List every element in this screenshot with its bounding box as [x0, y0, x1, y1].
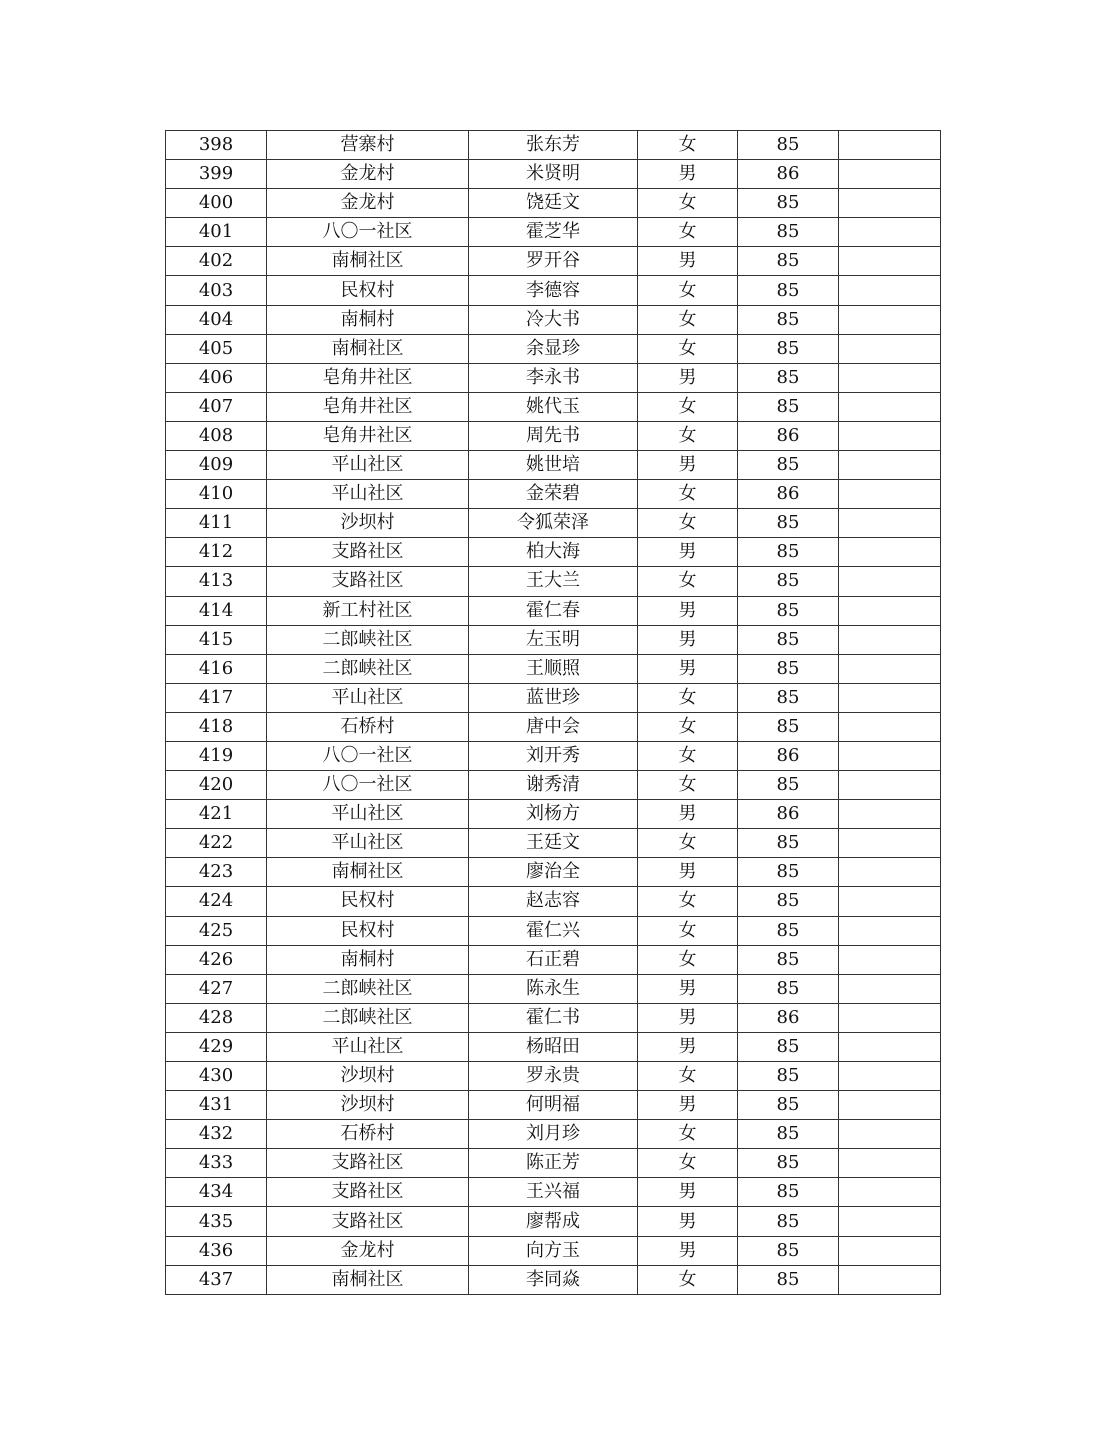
name-cell: 王大兰 [469, 567, 638, 596]
remark-cell [839, 1120, 941, 1149]
remark-cell [839, 683, 941, 712]
village-cell: 石桥村 [267, 1120, 469, 1149]
table-row [166, 654, 941, 683]
name-cell: 谢秀清 [469, 771, 638, 800]
age-cell: 85 [738, 567, 839, 596]
remark-cell [839, 974, 941, 1003]
age-cell: 85 [738, 1207, 839, 1236]
village-cell: 沙坝村 [267, 1062, 469, 1091]
village-cell: 新工村社区 [267, 596, 469, 625]
age-cell: 85 [738, 771, 839, 800]
age-cell: 85 [738, 1265, 839, 1294]
village-cell: 支路社区 [267, 538, 469, 567]
village-cell: 石桥村 [267, 712, 469, 741]
serial-number-cell: 432 [166, 1120, 267, 1149]
village-cell: 支路社区 [267, 567, 469, 596]
table-row [166, 247, 941, 276]
age-cell: 85 [738, 334, 839, 363]
table-row [166, 596, 941, 625]
gender-cell: 女 [638, 829, 738, 858]
name-cell: 姚代玉 [469, 392, 638, 421]
gender-cell: 男 [638, 451, 738, 480]
age-cell: 85 [738, 305, 839, 334]
serial-number-cell: 412 [166, 538, 267, 567]
name-cell: 令狐荣泽 [469, 509, 638, 538]
table-row [166, 974, 941, 1003]
age-cell: 86 [738, 741, 839, 770]
serial-number-cell: 406 [166, 363, 267, 392]
village-cell: 二郎峡社区 [267, 974, 469, 1003]
gender-cell: 男 [638, 247, 738, 276]
remark-cell [839, 363, 941, 392]
remark-cell [839, 1236, 941, 1265]
village-cell: 平山社区 [267, 1032, 469, 1061]
serial-number-cell: 408 [166, 421, 267, 450]
remark-cell [839, 829, 941, 858]
name-cell: 冷大书 [469, 305, 638, 334]
age-cell: 86 [738, 1003, 839, 1032]
age-cell: 85 [738, 945, 839, 974]
gender-cell: 男 [638, 974, 738, 1003]
village-cell: 平山社区 [267, 800, 469, 829]
table-row [166, 1091, 941, 1120]
name-cell: 刘开秀 [469, 741, 638, 770]
gender-cell: 女 [638, 1149, 738, 1178]
name-cell: 饶廷文 [469, 189, 638, 218]
serial-number-cell: 431 [166, 1091, 267, 1120]
name-cell: 张东芳 [469, 131, 638, 160]
remark-cell [839, 712, 941, 741]
remark-cell [839, 916, 941, 945]
serial-number-cell: 417 [166, 683, 267, 712]
remark-cell [839, 625, 941, 654]
village-cell: 八〇一社区 [267, 771, 469, 800]
serial-number-cell: 404 [166, 305, 267, 334]
remark-cell [839, 858, 941, 887]
table-row [166, 509, 941, 538]
gender-cell: 男 [638, 160, 738, 189]
remark-cell [839, 1265, 941, 1294]
gender-cell: 女 [638, 392, 738, 421]
serial-number-cell: 427 [166, 974, 267, 1003]
name-cell: 霍仁书 [469, 1003, 638, 1032]
name-cell: 霍仁兴 [469, 916, 638, 945]
gender-cell: 男 [638, 1091, 738, 1120]
table-row [166, 305, 941, 334]
table-row [166, 363, 941, 392]
village-cell: 支路社区 [267, 1178, 469, 1207]
serial-number-cell: 436 [166, 1236, 267, 1265]
serial-number-cell: 410 [166, 480, 267, 509]
serial-number-cell: 428 [166, 1003, 267, 1032]
table-row [166, 421, 941, 450]
village-cell: 沙坝村 [267, 1091, 469, 1120]
gender-cell: 女 [638, 334, 738, 363]
age-cell: 85 [738, 392, 839, 421]
village-cell: 皂角井社区 [267, 392, 469, 421]
gender-cell: 男 [638, 596, 738, 625]
remark-cell [839, 945, 941, 974]
table-row [166, 538, 941, 567]
age-cell: 85 [738, 276, 839, 305]
name-cell: 陈正芳 [469, 1149, 638, 1178]
village-cell: 支路社区 [267, 1207, 469, 1236]
name-cell: 米贤明 [469, 160, 638, 189]
remark-cell [839, 131, 941, 160]
village-cell: 支路社区 [267, 1149, 469, 1178]
serial-number-cell: 402 [166, 247, 267, 276]
gender-cell: 女 [638, 421, 738, 450]
name-cell: 金荣碧 [469, 480, 638, 509]
name-cell: 刘月珍 [469, 1120, 638, 1149]
age-cell: 85 [738, 1236, 839, 1265]
name-cell: 陈永生 [469, 974, 638, 1003]
remark-cell [839, 276, 941, 305]
remark-cell [839, 741, 941, 770]
age-cell: 85 [738, 363, 839, 392]
table-row [166, 712, 941, 741]
village-cell: 南桐村 [267, 945, 469, 974]
village-cell: 南桐社区 [267, 858, 469, 887]
name-cell: 罗永贵 [469, 1062, 638, 1091]
remark-cell [839, 567, 941, 596]
remark-cell [839, 189, 941, 218]
table-row [166, 567, 941, 596]
table-row [166, 131, 941, 160]
gender-cell: 女 [638, 189, 738, 218]
serial-number-cell: 413 [166, 567, 267, 596]
table-row [166, 916, 941, 945]
village-cell: 金龙村 [267, 189, 469, 218]
remark-cell [839, 160, 941, 189]
name-cell: 柏大海 [469, 538, 638, 567]
roster-table [165, 130, 941, 1295]
table-row [166, 1062, 941, 1091]
age-cell: 85 [738, 509, 839, 538]
name-cell: 刘杨方 [469, 800, 638, 829]
name-cell: 周先书 [469, 421, 638, 450]
gender-cell: 男 [638, 363, 738, 392]
name-cell: 罗开谷 [469, 247, 638, 276]
remark-cell [839, 800, 941, 829]
name-cell: 唐中会 [469, 712, 638, 741]
age-cell: 85 [738, 1032, 839, 1061]
age-cell: 86 [738, 160, 839, 189]
gender-cell: 男 [638, 1236, 738, 1265]
table-row [166, 160, 941, 189]
serial-number-cell: 419 [166, 741, 267, 770]
serial-number-cell: 398 [166, 131, 267, 160]
serial-number-cell: 430 [166, 1062, 267, 1091]
gender-cell: 女 [638, 1265, 738, 1294]
gender-cell: 男 [638, 1032, 738, 1061]
gender-cell: 女 [638, 887, 738, 916]
gender-cell: 女 [638, 771, 738, 800]
remark-cell [839, 480, 941, 509]
serial-number-cell: 421 [166, 800, 267, 829]
age-cell: 85 [738, 858, 839, 887]
name-cell: 向方玉 [469, 1236, 638, 1265]
serial-number-cell: 435 [166, 1207, 267, 1236]
remark-cell [839, 1003, 941, 1032]
village-cell: 金龙村 [267, 1236, 469, 1265]
age-cell: 85 [738, 974, 839, 1003]
serial-number-cell: 420 [166, 771, 267, 800]
name-cell: 王顺照 [469, 654, 638, 683]
village-cell: 平山社区 [267, 683, 469, 712]
table-row [166, 1032, 941, 1061]
table-row [166, 945, 941, 974]
age-cell: 86 [738, 480, 839, 509]
name-cell: 王廷文 [469, 829, 638, 858]
gender-cell: 女 [638, 945, 738, 974]
serial-number-cell: 416 [166, 654, 267, 683]
serial-number-cell: 429 [166, 1032, 267, 1061]
table-row [166, 1149, 941, 1178]
serial-number-cell: 401 [166, 218, 267, 247]
table-row [166, 1003, 941, 1032]
table-row [166, 451, 941, 480]
table-row [166, 771, 941, 800]
age-cell: 85 [738, 1178, 839, 1207]
age-cell: 85 [738, 131, 839, 160]
serial-number-cell: 434 [166, 1178, 267, 1207]
name-cell: 石正碧 [469, 945, 638, 974]
name-cell: 王兴福 [469, 1178, 638, 1207]
village-cell: 沙坝村 [267, 509, 469, 538]
name-cell: 霍仁春 [469, 596, 638, 625]
age-cell: 85 [738, 189, 839, 218]
name-cell: 李德容 [469, 276, 638, 305]
remark-cell [839, 1091, 941, 1120]
remark-cell [839, 218, 941, 247]
serial-number-cell: 418 [166, 712, 267, 741]
village-cell: 八〇一社区 [267, 218, 469, 247]
gender-cell: 女 [638, 741, 738, 770]
age-cell: 85 [738, 829, 839, 858]
gender-cell: 女 [638, 683, 738, 712]
table-row [166, 1207, 941, 1236]
gender-cell: 男 [638, 625, 738, 654]
village-cell: 八〇一社区 [267, 741, 469, 770]
table-row [166, 829, 941, 858]
remark-cell [839, 421, 941, 450]
name-cell: 廖治全 [469, 858, 638, 887]
gender-cell: 男 [638, 858, 738, 887]
gender-cell: 女 [638, 218, 738, 247]
serial-number-cell: 411 [166, 509, 267, 538]
table-row [166, 480, 941, 509]
gender-cell: 女 [638, 131, 738, 160]
table-row [166, 741, 941, 770]
serial-number-cell: 422 [166, 829, 267, 858]
age-cell: 86 [738, 421, 839, 450]
serial-number-cell: 423 [166, 858, 267, 887]
remark-cell [839, 1149, 941, 1178]
gender-cell: 女 [638, 480, 738, 509]
gender-cell: 男 [638, 654, 738, 683]
serial-number-cell: 399 [166, 160, 267, 189]
age-cell: 85 [738, 538, 839, 567]
gender-cell: 男 [638, 1003, 738, 1032]
name-cell: 余显珍 [469, 334, 638, 363]
village-cell: 平山社区 [267, 480, 469, 509]
gender-cell: 女 [638, 712, 738, 741]
serial-number-cell: 425 [166, 916, 267, 945]
table-row [166, 625, 941, 654]
serial-number-cell: 415 [166, 625, 267, 654]
gender-cell: 女 [638, 509, 738, 538]
table-row [166, 1120, 941, 1149]
gender-cell: 女 [638, 916, 738, 945]
village-cell: 民权村 [267, 887, 469, 916]
remark-cell [839, 247, 941, 276]
table-row [166, 276, 941, 305]
name-cell: 李永书 [469, 363, 638, 392]
table-row [166, 858, 941, 887]
age-cell: 85 [738, 247, 839, 276]
age-cell: 85 [738, 654, 839, 683]
gender-cell: 女 [638, 305, 738, 334]
age-cell: 85 [738, 218, 839, 247]
age-cell: 85 [738, 916, 839, 945]
age-cell: 85 [738, 625, 839, 654]
gender-cell: 女 [638, 276, 738, 305]
village-cell: 二郎峡社区 [267, 654, 469, 683]
serial-number-cell: 405 [166, 334, 267, 363]
age-cell: 85 [738, 712, 839, 741]
name-cell: 左玉明 [469, 625, 638, 654]
village-cell: 平山社区 [267, 451, 469, 480]
village-cell: 南桐社区 [267, 1265, 469, 1294]
name-cell: 霍芝华 [469, 218, 638, 247]
remark-cell [839, 596, 941, 625]
table-row [166, 189, 941, 218]
age-cell: 85 [738, 683, 839, 712]
remark-cell [839, 887, 941, 916]
serial-number-cell: 414 [166, 596, 267, 625]
remark-cell [839, 1207, 941, 1236]
table-row [166, 334, 941, 363]
table-row [166, 1236, 941, 1265]
name-cell: 杨昭田 [469, 1032, 638, 1061]
name-cell: 李同焱 [469, 1265, 638, 1294]
village-cell: 二郎峡社区 [267, 625, 469, 654]
gender-cell: 女 [638, 1120, 738, 1149]
table-row [166, 1178, 941, 1207]
gender-cell: 女 [638, 1062, 738, 1091]
remark-cell [839, 538, 941, 567]
village-cell: 皂角井社区 [267, 363, 469, 392]
table-row [166, 683, 941, 712]
age-cell: 85 [738, 1091, 839, 1120]
age-cell: 85 [738, 1149, 839, 1178]
remark-cell [839, 305, 941, 334]
remark-cell [839, 1178, 941, 1207]
village-cell: 民权村 [267, 276, 469, 305]
table-row [166, 887, 941, 916]
remark-cell [839, 334, 941, 363]
table-row [166, 800, 941, 829]
age-cell: 85 [738, 1062, 839, 1091]
name-cell: 廖帮成 [469, 1207, 638, 1236]
serial-number-cell: 407 [166, 392, 267, 421]
age-cell: 85 [738, 1120, 839, 1149]
age-cell: 86 [738, 800, 839, 829]
name-cell: 蓝世珍 [469, 683, 638, 712]
gender-cell: 男 [638, 800, 738, 829]
village-cell: 平山社区 [267, 829, 469, 858]
gender-cell: 女 [638, 567, 738, 596]
remark-cell [839, 1032, 941, 1061]
remark-cell [839, 1062, 941, 1091]
serial-number-cell: 403 [166, 276, 267, 305]
village-cell: 南桐社区 [267, 334, 469, 363]
gender-cell: 男 [638, 538, 738, 567]
name-cell: 姚世培 [469, 451, 638, 480]
gender-cell: 男 [638, 1178, 738, 1207]
village-cell: 民权村 [267, 916, 469, 945]
roster-table-body [166, 131, 941, 1295]
village-cell: 南桐社区 [267, 247, 469, 276]
village-cell: 营寨村 [267, 131, 469, 160]
remark-cell [839, 451, 941, 480]
remark-cell [839, 392, 941, 421]
remark-cell [839, 654, 941, 683]
serial-number-cell: 400 [166, 189, 267, 218]
name-cell: 何明福 [469, 1091, 638, 1120]
age-cell: 85 [738, 596, 839, 625]
remark-cell [839, 509, 941, 538]
village-cell: 二郎峡社区 [267, 1003, 469, 1032]
serial-number-cell: 437 [166, 1265, 267, 1294]
table-row [166, 392, 941, 421]
age-cell: 85 [738, 451, 839, 480]
table-row [166, 218, 941, 247]
gender-cell: 男 [638, 1207, 738, 1236]
age-cell: 85 [738, 887, 839, 916]
serial-number-cell: 424 [166, 887, 267, 916]
serial-number-cell: 409 [166, 451, 267, 480]
name-cell: 赵志容 [469, 887, 638, 916]
village-cell: 南桐村 [267, 305, 469, 334]
serial-number-cell: 426 [166, 945, 267, 974]
village-cell: 皂角井社区 [267, 421, 469, 450]
serial-number-cell: 433 [166, 1149, 267, 1178]
village-cell: 金龙村 [267, 160, 469, 189]
remark-cell [839, 771, 941, 800]
table-row [166, 1265, 941, 1294]
